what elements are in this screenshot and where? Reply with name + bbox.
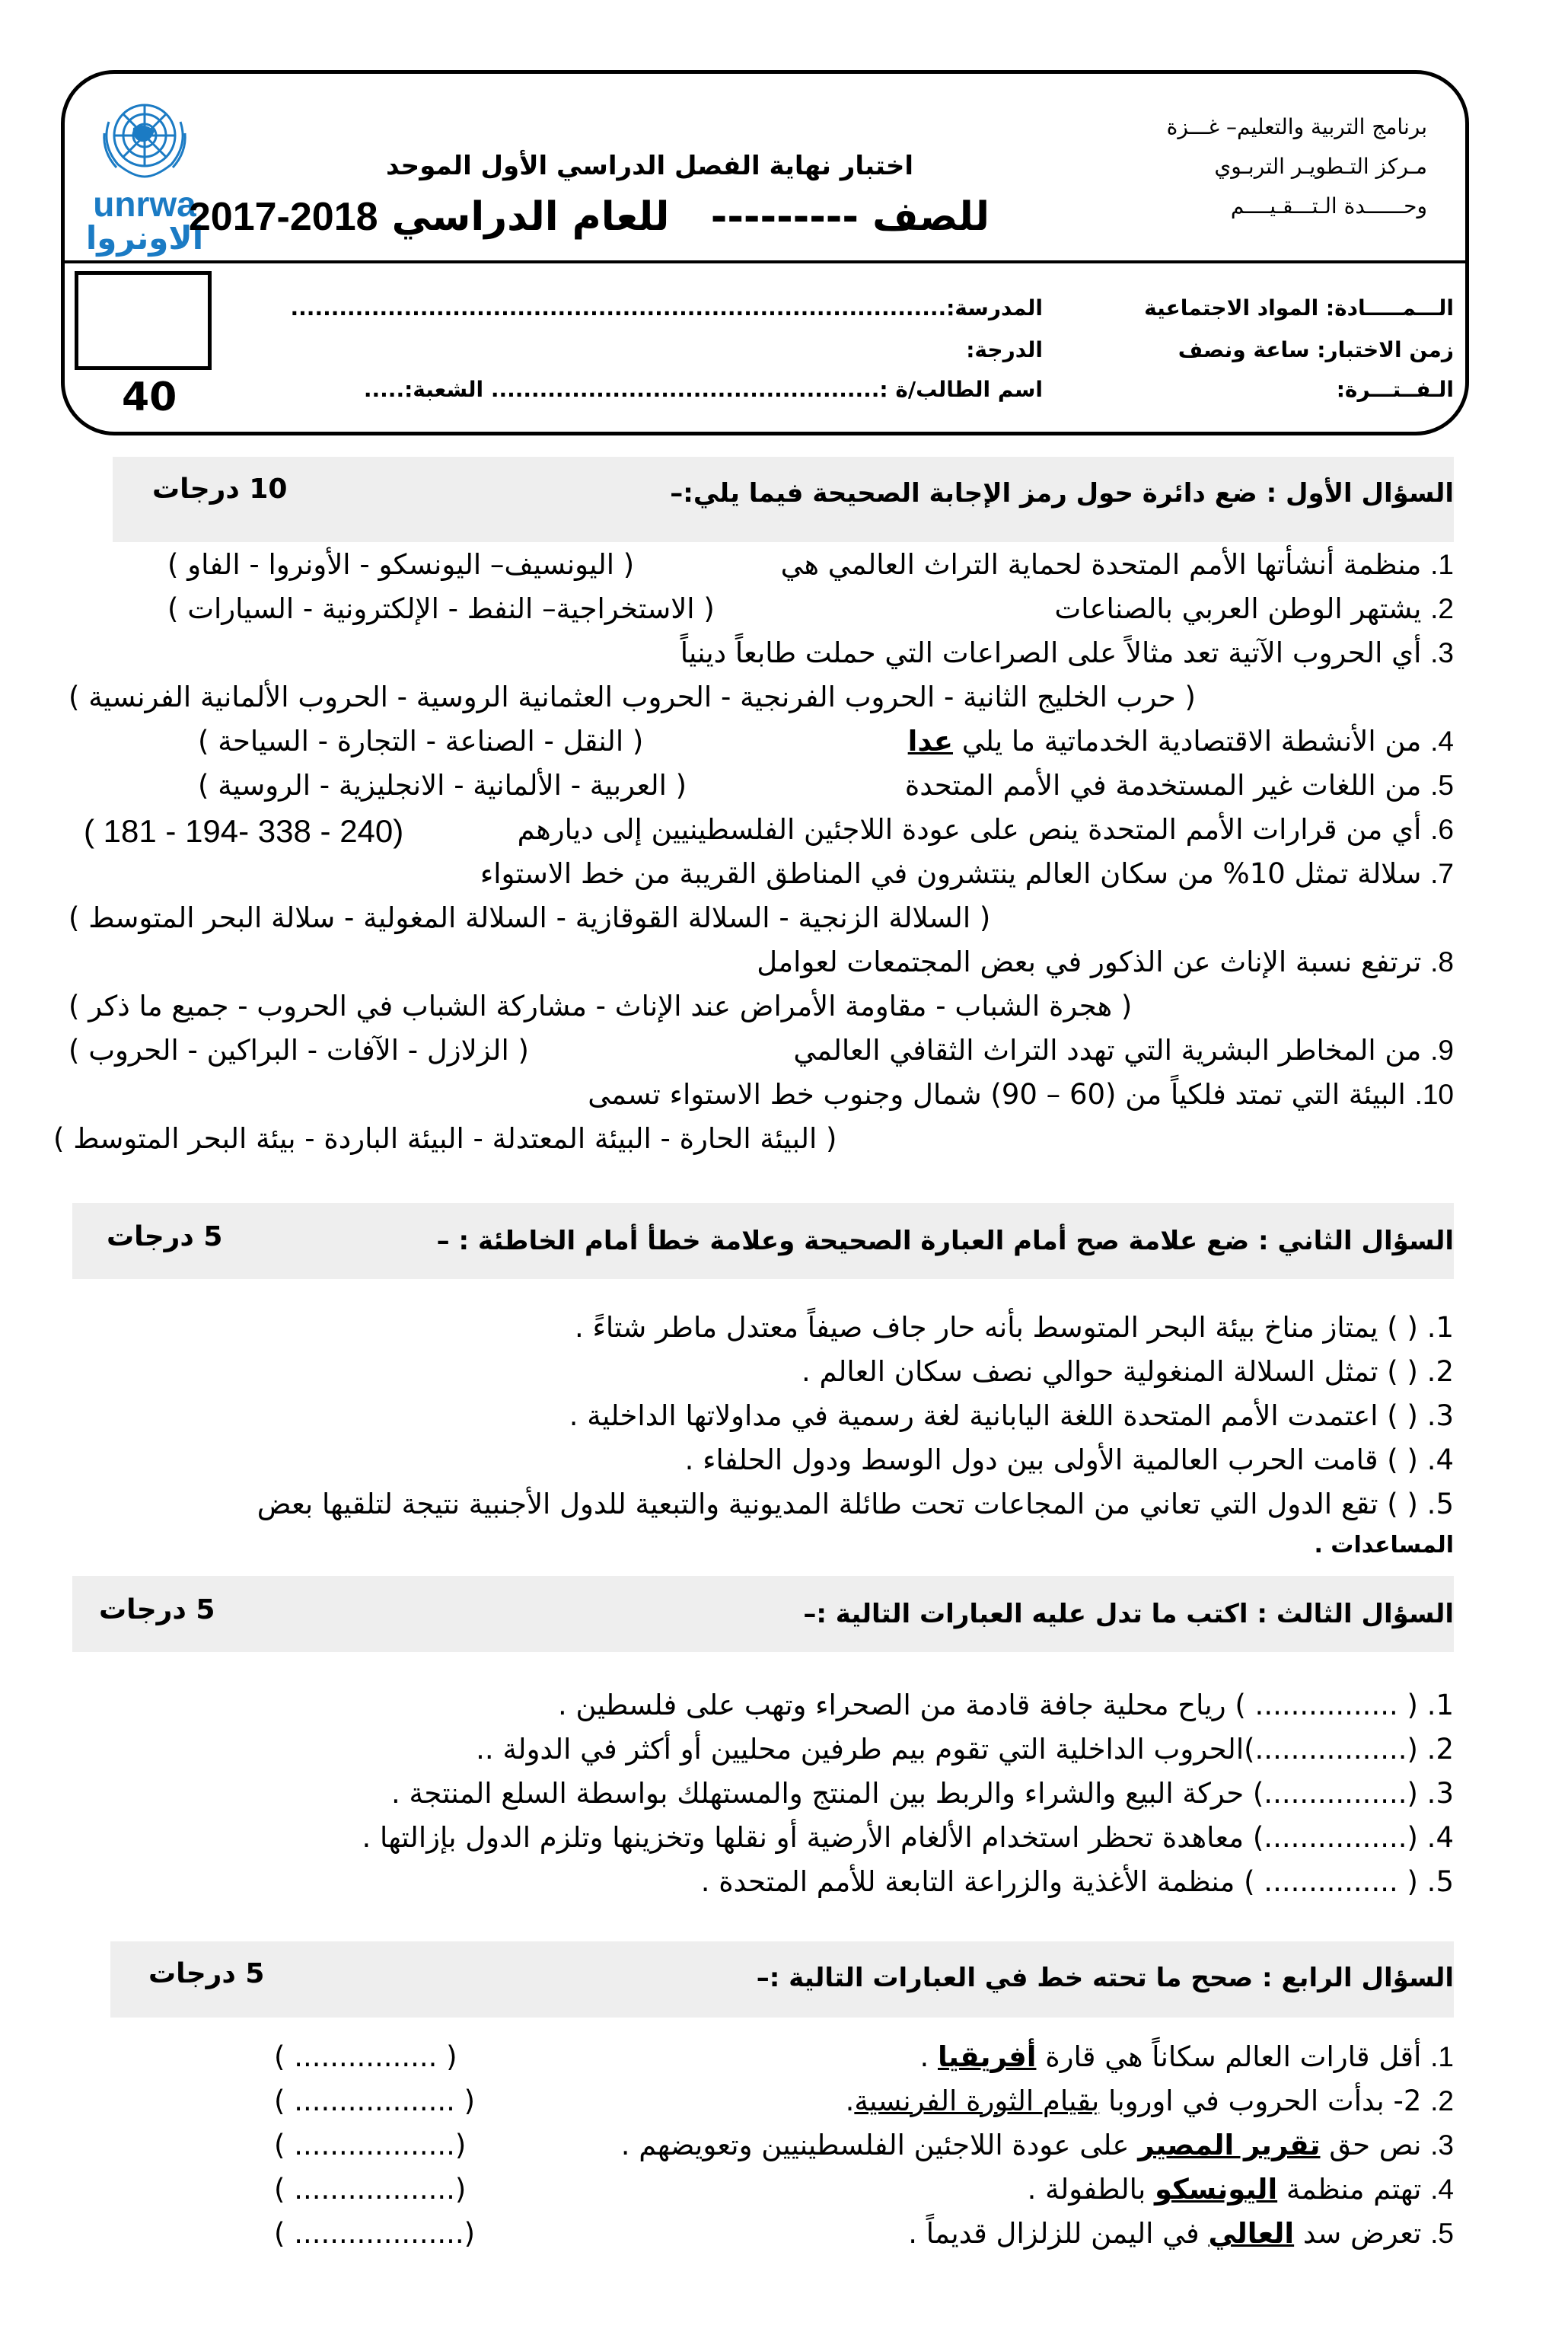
grade-year-line <box>189 194 990 240</box>
score-box <box>75 271 212 370</box>
q1-item-9-options: ( الزلازل - الآفات - البراكين - الحروب ) <box>69 1034 529 1067</box>
q1-item-3-options: ( حرب الخليج الثانية - الحروب الفرنجية - الحروب العثمانية الروسية - الحروب الألمانية الفرنسية ) <box>69 681 1196 713</box>
q1-item-10: 10. البيئة التي تمتد فلكياً من (60 – 90) شمال وجنوب خط الاستواء تسمى <box>588 1078 1454 1111</box>
q4-item-4-blank[interactable]: (.................. ) <box>274 2173 467 2206</box>
q3-item-5: 5. ( ............... ) منظمة الأغذية والزراعة التابعة للأمم المتحدة . <box>700 1865 1454 1898</box>
q3-item-3: 3. (................) حركة البيع والشراء والربط بين المنتج والمستهلك بواسطة السلع المنتجة . <box>391 1777 1454 1810</box>
q2-item-1: 1. ( ) يمتاز مناخ بيئة البحر المتوسط بأنه حار جاف صيفاً معتدل ماطر شتاءً . <box>574 1311 1454 1344</box>
q1-marks: 10 درجات <box>152 474 288 505</box>
q1-item-6-options: (240 - 338 -194 - 181 ) <box>84 813 404 849</box>
q4-item-5: 5. تعرض سد العالي في اليمن للزلزال قديماً . <box>908 2217 1454 2250</box>
q1-item-10-options: ( البيئة الحارة - البيئة المعتدلة - البيئة الباردة - بيئة البحر المتوسط ) <box>53 1122 837 1155</box>
org-center: مـركز التـطويـر التربـوي <box>1214 154 1427 179</box>
q1-item-4: 4. من الأنشطة الاقتصادية الخدماتية ما يلي عدا <box>907 725 1454 758</box>
q1-item-7-options: ( السلالة الزنجية - السلالة القوقازية - السلالة المغولية - سلالة البحر المتوسط ) <box>69 901 991 934</box>
grade-field: الدرجة: <box>966 337 1043 362</box>
q1-item-7: 7. سلالة تمثل 10% من سكان العالم ينتشرون في المناطق القريبة من خط الاستواء <box>480 857 1454 890</box>
q4-title: السؤال الرابع : صحح ما تحته خط في العبارات التالية :– <box>756 1963 1454 1993</box>
subject-field: الـــمـــــادة: المواد الاجتماعية <box>1144 295 1454 321</box>
q1-item-5: 5. من اللغات غير المستخدمة في الأمم المتحدة <box>904 769 1454 802</box>
q4-item-5-blank[interactable]: (................... ) <box>274 2217 476 2250</box>
q3-marks: 5 درجات <box>99 1594 215 1625</box>
q2-item-5: 5. ( ) تقع الدول التي تعاني من المجاعات تحت طائلة المديونية والتبعية للدول الأجنبية نتيجة لتلقيها بعض <box>257 1488 1454 1520</box>
q3-title: السؤال الثالث : اكتب ما تدل عليه العبارات التالية :– <box>803 1599 1454 1629</box>
q4-marks: 5 درجات <box>148 1958 265 1989</box>
q3-item-1: 1. ( ................ ) رياح محلية جافة قادمة من الصحراء وتهب على فلسطين . <box>558 1689 1454 1721</box>
q1-item-1: 1. منظمة أنشأتها الأمم المتحدة لحماية التراث العالمي هي <box>780 548 1454 581</box>
q1-item-2: 2. يشتهر الوطن العربي بالصناعات <box>1054 592 1454 625</box>
logo-text-en: unrwa <box>93 184 196 224</box>
q2-item-5-continuation: المساعدات . <box>1314 1532 1454 1558</box>
q4-item-1: 1. أقل قارات العالم سكاناً هي قارة أفريقيا . <box>919 2040 1454 2073</box>
q4-item-3-blank[interactable]: (.................. ) <box>274 2129 467 2161</box>
q1-item-9: 9. من المخاطر البشرية التي تهدد التراث الثقافي العالمي <box>793 1034 1454 1067</box>
q3-item-2: 2. (.................)الحروب الداخلية التي تقوم بيم طرفين محليين أو أكثر في الدولة .. <box>476 1733 1454 1766</box>
q1-item-4-options: ( النقل - الصناعة - التجارة - السياحة ) <box>198 725 644 758</box>
org-program: برنامج التربية والتعليم– غـــزة <box>1166 114 1427 139</box>
q1-item-5-options: ( العربية - الألمانية - الانجليزية - الروسية ) <box>198 769 687 802</box>
q1-item-1-options: ( اليونسيف– اليونسكو - الأونروا - الفاو ) <box>167 548 635 581</box>
q2-item-4: 4. ( ) قامت الحرب العالمية الأولى بين دول الوسط ودول الحلفاء . <box>684 1443 1454 1476</box>
q1-item-8: 8. ترتفع نسبة الإناث عن الذكور في بعض المجتمعات لعوامل <box>757 946 1454 978</box>
q1-item-6: 6. أي من قرارات الأمم المتحدة ينص على عودة اللاجئين الفلسطينيين إلى ديارهم <box>517 813 1454 846</box>
q1-item-8-options: ( هجرة الشباب - مقاومة الأمراض عند الإناث - مشاركة الشباب في الحروب - جميع ما ذكر ) <box>69 990 1133 1022</box>
school-field: المدرسة:................................................................................. <box>290 295 1043 321</box>
q2-title: السؤال الثاني : ضع علامة صح أمام العبارة الصحيحة وعلامة خطأ أمام الخاطئة : – <box>436 1226 1454 1256</box>
exam-title: اختبار نهاية الفصل الدراسي الأول الموحد <box>386 151 913 181</box>
year-label: للعام الدراسي <box>391 194 670 240</box>
duration-field: زمن الاختبار: ساعة ونصف <box>1178 337 1454 362</box>
q2-marks: 5 درجات <box>107 1221 223 1252</box>
q3-item-4: 4. (................) معاهدة تحظر استخدام الألغام الأرضية أو نقلها وتخزينها وتلزم الدول بإزالتها . <box>362 1821 1454 1854</box>
logo-text-ar: الاونروا <box>85 219 204 257</box>
org-unit: وحــــــدة الـتـــقـيــــم <box>1230 193 1427 219</box>
q1-item-2-options: ( الاستخراجية– النفط - الإلكترونية - السيارات ) <box>167 592 715 625</box>
q2-item-2: 2. ( ) تمثل السلالة المنغولية حوالي نصف سكان العالم . <box>801 1355 1454 1388</box>
grade-label: للصف --------- <box>710 194 990 240</box>
un-emblem-icon <box>88 91 202 187</box>
student-field: اسم الطالب/ة :................................................ الشعبة:..... <box>363 377 1043 402</box>
q4-item-1-blank[interactable]: ( ................ ) <box>274 2040 457 2073</box>
q1-title: السؤال الأول : ضع دائرة حول رمز الإجابة الصحيحة فيما يلي:– <box>670 478 1454 509</box>
q4-item-3: 3. نص حق تقرير المصير على عودة اللاجئين الفلسطينيين وتعويضهم . <box>620 2129 1454 2161</box>
q2-item-3: 3. ( ) اعتمدت الأمم المتحدة اللغة اليابانية لغة رسمية في مداولاتها الداخلية . <box>569 1399 1454 1432</box>
year-value: 2018-2017 <box>188 195 378 239</box>
q4-item-2: 2. 2- بدأت الحروب في اوروبا بقيام الثورة الفرنسية. <box>845 2085 1454 2117</box>
q4-item-2-blank[interactable]: ( .................. ) <box>274 2085 476 2117</box>
header-divider <box>65 260 1465 263</box>
period-field: الـفــتـــرة: <box>1336 377 1454 402</box>
total-score: 40 <box>122 375 177 420</box>
q4-item-4: 4. تهتم منظمة اليونسكو بالطفولة . <box>1027 2173 1454 2206</box>
q1-item-3: 3. أي الحروب الآتية تعد مثالاً على الصراعات التي حملت طابعاً دينياً <box>680 636 1454 669</box>
